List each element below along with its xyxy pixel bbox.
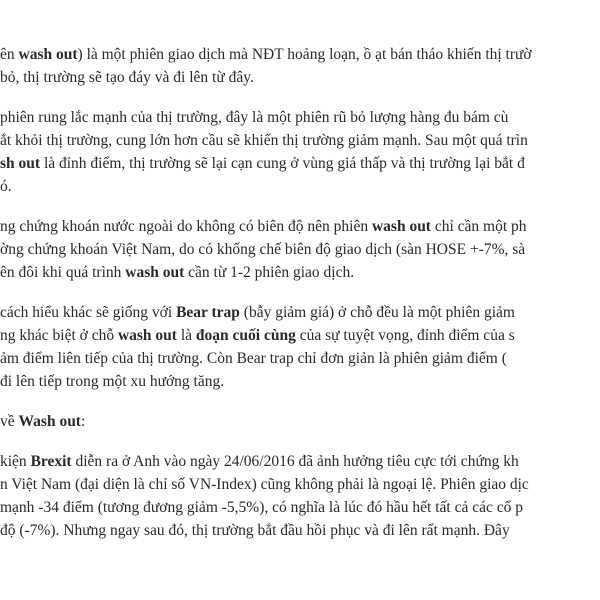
text-run: diễn ra ở Anh vào ngày 24/06/2016 đã ảnh hưởng tiêu cực tới chứng kh [71,453,519,470]
text-run: là đỉnh điểm, thị trường sẽ lại cạn cung ở vùng giá thấp và thị trường lại bắt đ [40,155,525,172]
text-run: ng chứng khoán nước ngoài do không có biên độ nên phiên [0,218,372,235]
text-run: ên đôi khi quá trình [0,264,126,281]
text-run: (bẫy giảm giá) ở chỗ đều là một phiên giảm [239,304,515,321]
text-run: ) là một phiên giao dịch mà NĐT hoảng loạn, ồ ạt bán tháo khiến thị trườ [77,46,532,63]
text-line [0,68,600,90]
text-run: ắt khỏi thị trường, cung lớn hơn cầu sẽ khiến thị trường giảm mạnh. Sau một quá trìn [0,132,528,149]
text-run: về [0,413,19,430]
text-run: ng khác biệt ở chỗ [0,327,118,344]
text-run: là [176,327,196,344]
text-run: của sự tuyệt vọng, đỉnh điểm của s [295,327,515,344]
bold-text: wash out [125,264,185,281]
text-run: ảm điểm liên tiếp của thị trường. Còn Bear trap chỉ đơn giản là phiên giảm điểm ( [0,350,507,367]
text-run: ó. [0,178,12,195]
bold-text: Brexit [30,453,72,470]
text-run: n Việt Nam (đại diện là chỉ số VN-Index) cũng không phải là ngoại lệ. Phiên giao dịc [0,476,529,493]
text-line [0,521,600,543]
text-line [0,177,600,199]
text-line [0,349,600,371]
text-run: : [80,413,86,430]
bold-text: đoạn cuối cùng [195,327,296,344]
text-run: ên [0,46,19,63]
text-line [0,217,600,239]
bold-text: wash out [117,327,177,344]
text-line [0,475,600,497]
text-run: kiện [0,453,31,470]
text-line [0,412,600,434]
text-run: ờng chứng khoán Việt Nam, do có khống chế biên độ giao dịch (sàn HOSE +-7%, sà [0,241,526,258]
text-run: độ (-7%). Nhưng ngay sau đó, thị trường bắt đầu hồi phục và đi lên rất mạnh. Đây [0,522,510,539]
text-run: cách hiểu khác sẽ giống với [0,304,177,321]
text-run: phiên rung lắc mạnh của thị trường, đây là một phiên rũ bỏ lượng hàng đu bám cù [0,109,509,126]
text-line [0,326,600,348]
bold-text: wash out [371,218,431,235]
text-line [0,108,600,130]
text-line [0,263,600,285]
text-line [0,240,600,262]
bold-text: wash out [18,46,78,63]
text-line [0,154,600,176]
text-run: cần từ 1-2 phiên giao dịch. [184,264,355,281]
text-run: chỉ cần một ph [430,218,527,235]
bold-text: sh out [0,155,41,172]
text-line [0,372,600,394]
text-line [0,45,600,67]
text-line [0,498,600,520]
text-line [0,131,600,153]
text-line [0,452,600,474]
text-run: bỏ, thị trường sẽ tạo đáy và đi lên từ đây. [0,69,254,86]
text-run: đi lên tiếp trong một xu hướng tăng. [0,373,225,390]
bold-text: Bear trap [176,304,240,321]
text-run: mạnh -34 điểm (tương đương giảm -5,5%), có nghĩa là lúc đó hầu hết tất cả các cổ p [0,499,524,516]
text-line [0,303,600,325]
bold-text: Wash out [18,413,81,430]
